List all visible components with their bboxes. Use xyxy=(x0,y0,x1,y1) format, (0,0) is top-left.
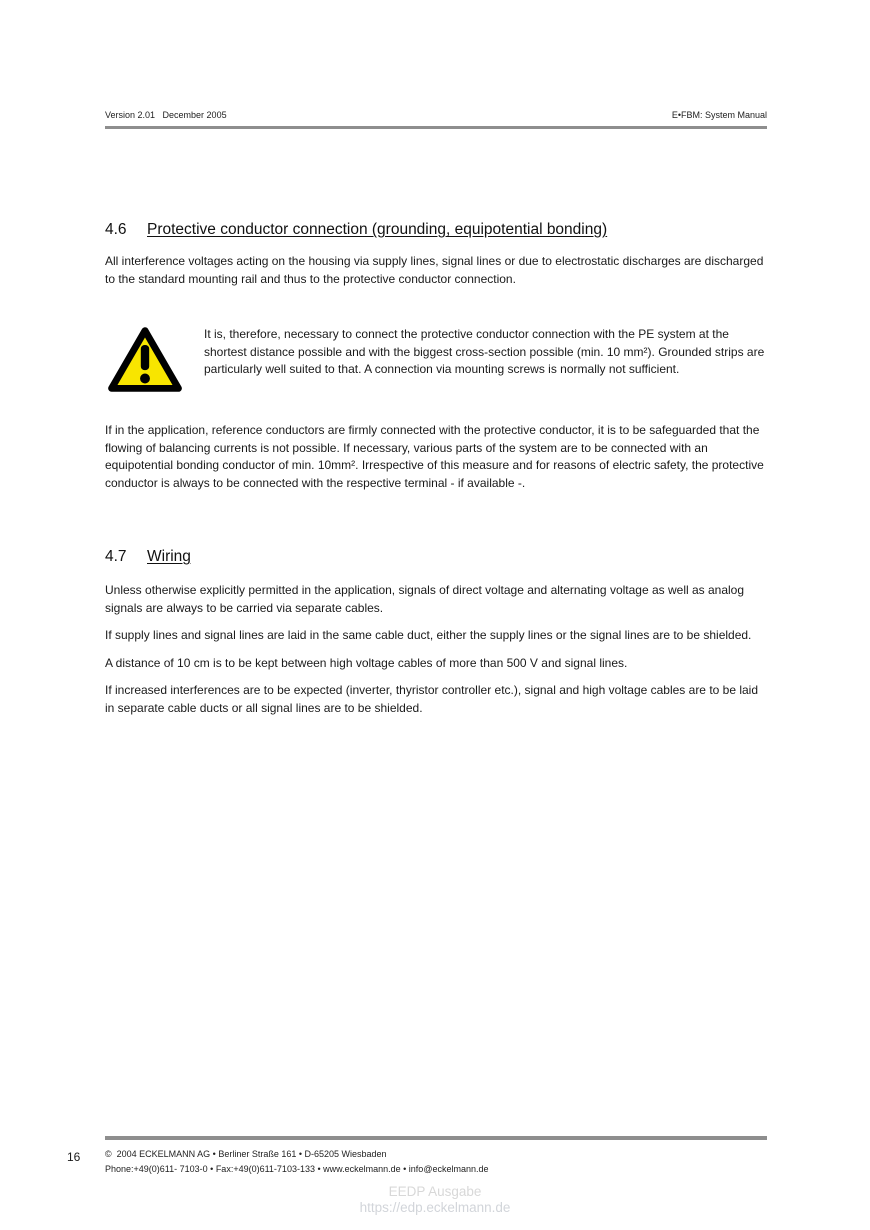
page-number: 16 xyxy=(67,1150,81,1164)
watermark-url: https://edp.eckelmann.de xyxy=(359,1200,511,1215)
page-content xyxy=(105,221,767,717)
footer-address-block xyxy=(105,1147,488,1177)
warning-triangle-icon xyxy=(107,326,183,393)
grounding-body-paragraph: If in the application, reference conductors are firmly connected with the protective conductor, it is to be safeguarded that the flowing of balancing currents is not possible. If necessary, various parts of the system are to be connected with an equipotential bonding conductor of min. 10mm². Irrespective of this measure and for reasons of electric safety, the protective conductor is always to be connected with the respective terminal - if available -. xyxy=(105,423,764,490)
section-title: Protective conductor connection (grounding, equipotential bonding) xyxy=(147,221,608,238)
section-heading-4-6 xyxy=(105,221,767,239)
wiring-paragraph: If supply lines and signal lines are laid in the same cable duct, either the supply lines or the signal lines are to be shielded. xyxy=(105,628,752,642)
header-version-date: Version 2.01 December 2005 xyxy=(105,110,227,120)
footer-divider xyxy=(105,1136,767,1140)
wiring-paragraph: A distance of 10 cm is to be kept between high voltage cables of more than 500 V and signal lines. xyxy=(105,655,628,670)
footer-copyright-line: © 2004 ECKELMANN AG • Berliner Straße 161 • D-65205 Wiesbaden xyxy=(105,1149,387,1159)
header-divider xyxy=(105,126,767,129)
section-heading-4-7 xyxy=(105,548,767,566)
watermark-edition-label: EEDP Ausgabe xyxy=(388,1184,482,1199)
wiring-paragraph: If increased interferences are to be expected (inverter, thyristor controller etc.), signal and high voltage cables are to be laid in separate cable ducts or all signal lines are to be shielded. xyxy=(105,683,759,715)
warning-block xyxy=(105,326,767,393)
warning-text: It is, therefore, necessary to connect the protective conductor connection with the PE system at the shortest distance possible and with the biggest cross-section possible (min. 10 mm²). Grounded strips are particularly well suited to that. A connection via mounting screws is normally not sufficient. xyxy=(204,327,765,376)
section-number: 4.6 xyxy=(105,221,127,238)
grounding-intro-paragraph: All interference voltages acting on the housing via supply lines, signal lines or due to electrostatic discharges are discharged to the standard mounting rail and thus to the protective conductor connection. xyxy=(105,254,764,286)
wiring-paragraph: Unless otherwise explicitly permitted in the application, signals of direct voltage and alternating voltage as well as analog signals are always to be carried via separate cables. xyxy=(105,583,745,615)
footer-contact-line: Phone:+49(0)611- 7103-0 • Fax:+49(0)611-7103-133 • www.eckelmann.de • info@eckelmann.de xyxy=(105,1164,489,1174)
watermark xyxy=(0,1184,870,1216)
section-number: 4.7 xyxy=(105,548,127,565)
section-title: Wiring xyxy=(147,548,191,565)
header-manual-title: E•FBM: System Manual xyxy=(671,110,767,120)
